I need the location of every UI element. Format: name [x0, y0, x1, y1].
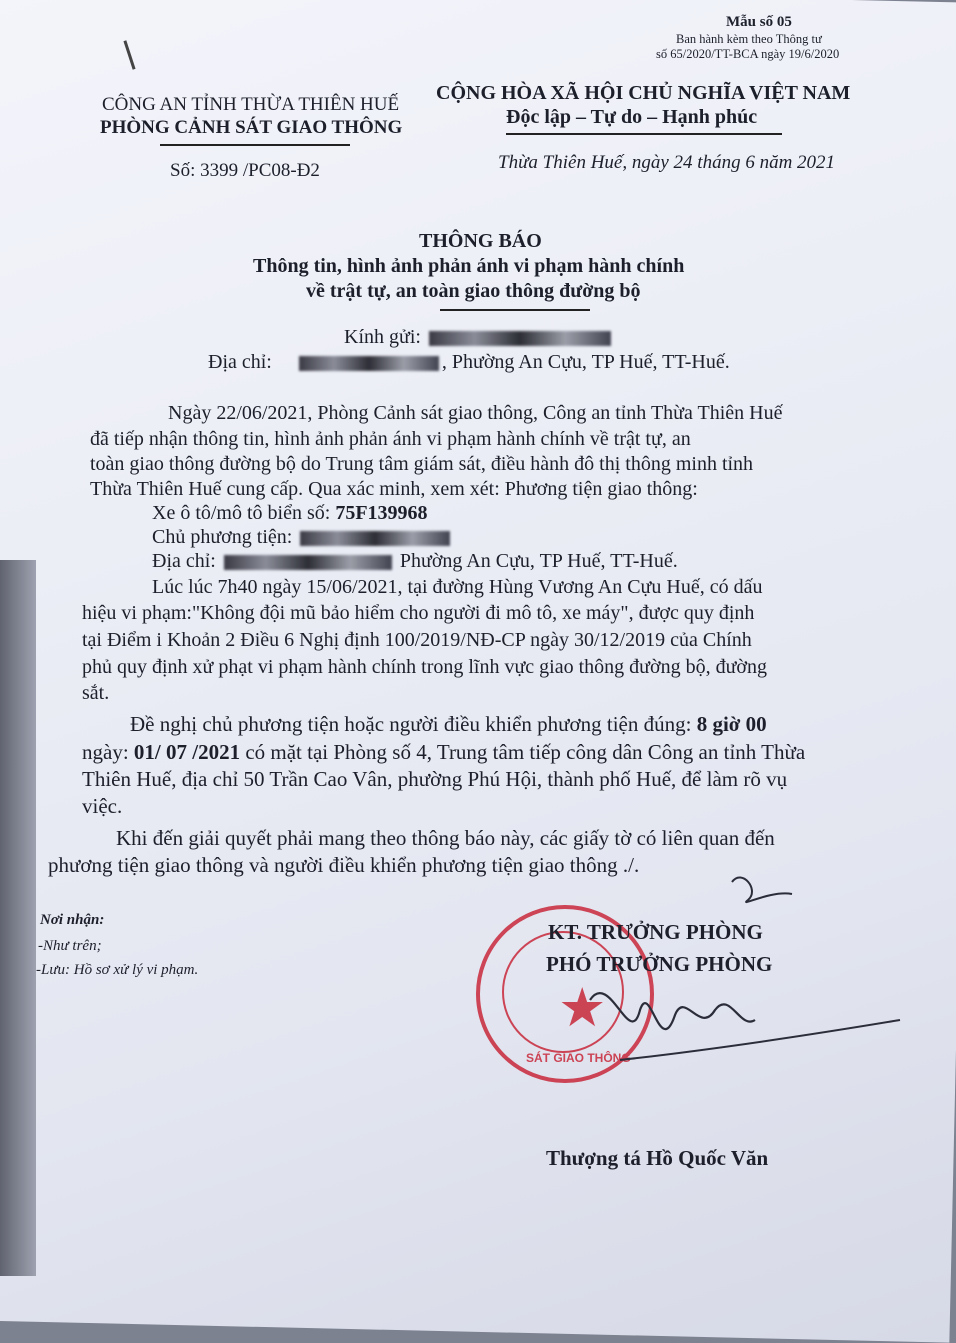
body-p1-line1: Ngày 22/06/2021, Phòng Cảnh sát giao thông, Công an tỉnh Thừa Thiên Huế [168, 402, 783, 424]
form-issued-line1: Ban hành kèm theo Thông tư [676, 32, 822, 46]
redacted-address [299, 356, 439, 371]
body-p4-line1: Khi đến giải quyết phải mang theo thông báo này, các giấy tờ có liên quan đến [116, 826, 775, 850]
body-p2-line5: sắt. [82, 682, 110, 704]
title-underline [440, 309, 590, 311]
body-p3-line2 [82, 740, 805, 765]
nation-line1: CỘNG HÒA XÃ HỘI CHỦ NGHĨA VIỆT NAM [436, 82, 851, 104]
recipient-address-suffix: , Phường An Cựu, TP Huế, TT-Huế. [441, 351, 730, 373]
body-p2-line1: Lúc lúc 7h40 ngày 15/06/2021, tại đường Hùng Vương An Cựu Huế, có dấu [152, 576, 763, 598]
recipients-item1: -Như trên; [38, 938, 102, 954]
form-issued-line2: số 65/2020/TT-BCA ngày 19/6/2020 [656, 47, 840, 61]
body-p1-line3: toàn giao thông đường bộ do Trung tâm giám sát, điều hành đô thị thông minh tỉnh [90, 453, 754, 475]
stamp-ring-text: SÁT GIAO THÔNG [526, 1051, 631, 1065]
recipient-label: Kính gửi: [344, 326, 421, 348]
doc-subtitle2: về trật tự, an toàn giao thông đường bộ [306, 280, 641, 302]
recipients-title: Nơi nhận: [40, 912, 105, 928]
recipients-item2: -Lưu: Hồ sơ xử lý vi phạm. [36, 962, 199, 978]
nation-line2: Độc lập – Tự do – Hạnh phúc [506, 106, 758, 128]
body-p2-line3: tại Điểm i Khoản 2 Điều 6 Nghị định 100/2019/NĐ-CP ngày 30/12/2019 của Chính [82, 629, 752, 651]
body-p3-line2-prefix: ngày: [82, 740, 134, 764]
recipient-address-label: Địa chỉ: [208, 351, 272, 373]
page-edge-shadow [0, 560, 36, 1276]
body-p2-line2: hiệu vi phạm:"Không đội mũ bảo hiểm cho người đi mô tô, xe máy", được quy định [82, 602, 755, 624]
body-p1-line2: đã tiếp nhận thông tin, hình ảnh phản ánh vi phạm hành chính về trật tự, an [90, 428, 691, 450]
owner-line [152, 526, 453, 549]
nation-underline [506, 133, 782, 135]
owner-address-label: Địa chỉ: [152, 550, 216, 572]
body-p3-line4: việc. [82, 794, 123, 818]
body-p2-line4: phủ quy định xử phạt vi phạm hành chính trong lĩnh vực giao thông đường bộ, đường [82, 656, 767, 678]
doc-subtitle1: Thông tin, hình ảnh phản ánh vi phạm hành chính [253, 255, 685, 277]
body-p3-line3: Thiên Huế, địa chỉ 50 Trần Cao Vân, phường Phú Hội, thành phố Huế, để làm rõ vụ [82, 767, 788, 791]
doc-number: Số: 3399 /PC08-Đ2 [170, 160, 320, 181]
place-date: Thừa Thiên Huế, ngày 24 tháng 6 năm 2021 [498, 152, 836, 173]
agency-line1: CÔNG AN TỈNH THỪA THIÊN HUẾ [102, 94, 400, 115]
body-p3-line2-text: có mặt tại Phòng số 4, Trung tâm tiếp công dân Công an tỉnh Thừa [240, 740, 806, 764]
owner-address-suffix: Phường An Cựu, TP Huế, TT-Huế. [399, 550, 678, 572]
plate-value: 75F139968 [335, 502, 428, 524]
form-number: Mẫu số 05 [726, 14, 792, 30]
redacted-owner-address [224, 555, 392, 570]
body-p1-line4: Thừa Thiên Huế cung cấp. Qua xác minh, xem xét: Phương tiện giao thông: [90, 478, 698, 500]
agency-underline [160, 144, 350, 146]
signature-role2: PHÓ TRƯỞNG PHÒNG [546, 952, 773, 976]
plate-label: Xe ô tô/mô tô biển số: [152, 502, 331, 524]
agency-line2: PHÒNG CẢNH SÁT GIAO THÔNG [100, 117, 403, 138]
redacted-name [429, 331, 611, 346]
appointment-date: 01/ 07 /2021 [133, 740, 241, 764]
body-p4-line2: phương tiện giao thông và người điều khiển phương tiện giao thông ./. [48, 853, 640, 877]
redacted-owner [300, 531, 450, 546]
appointment-time: 8 giờ 00 [696, 712, 767, 736]
recipient-address-line [208, 351, 730, 374]
signature-role1: KT. TRƯỞNG PHÒNG [548, 920, 763, 944]
body-p3-line1 [130, 712, 767, 737]
plate-line [152, 502, 428, 525]
owner-address-line [152, 550, 678, 573]
recipient-line [344, 326, 614, 349]
owner-label: Chủ phương tiện: [152, 526, 293, 548]
stamp-star-icon: ★ [558, 978, 607, 1038]
body-p3-line1-text: Đề nghị chủ phương tiện hoặc người điều khiển phương tiện đúng: [130, 712, 697, 736]
signer-name: Thượng tá Hồ Quốc Văn [546, 1146, 769, 1170]
doc-title: THÔNG BÁO [419, 230, 542, 252]
